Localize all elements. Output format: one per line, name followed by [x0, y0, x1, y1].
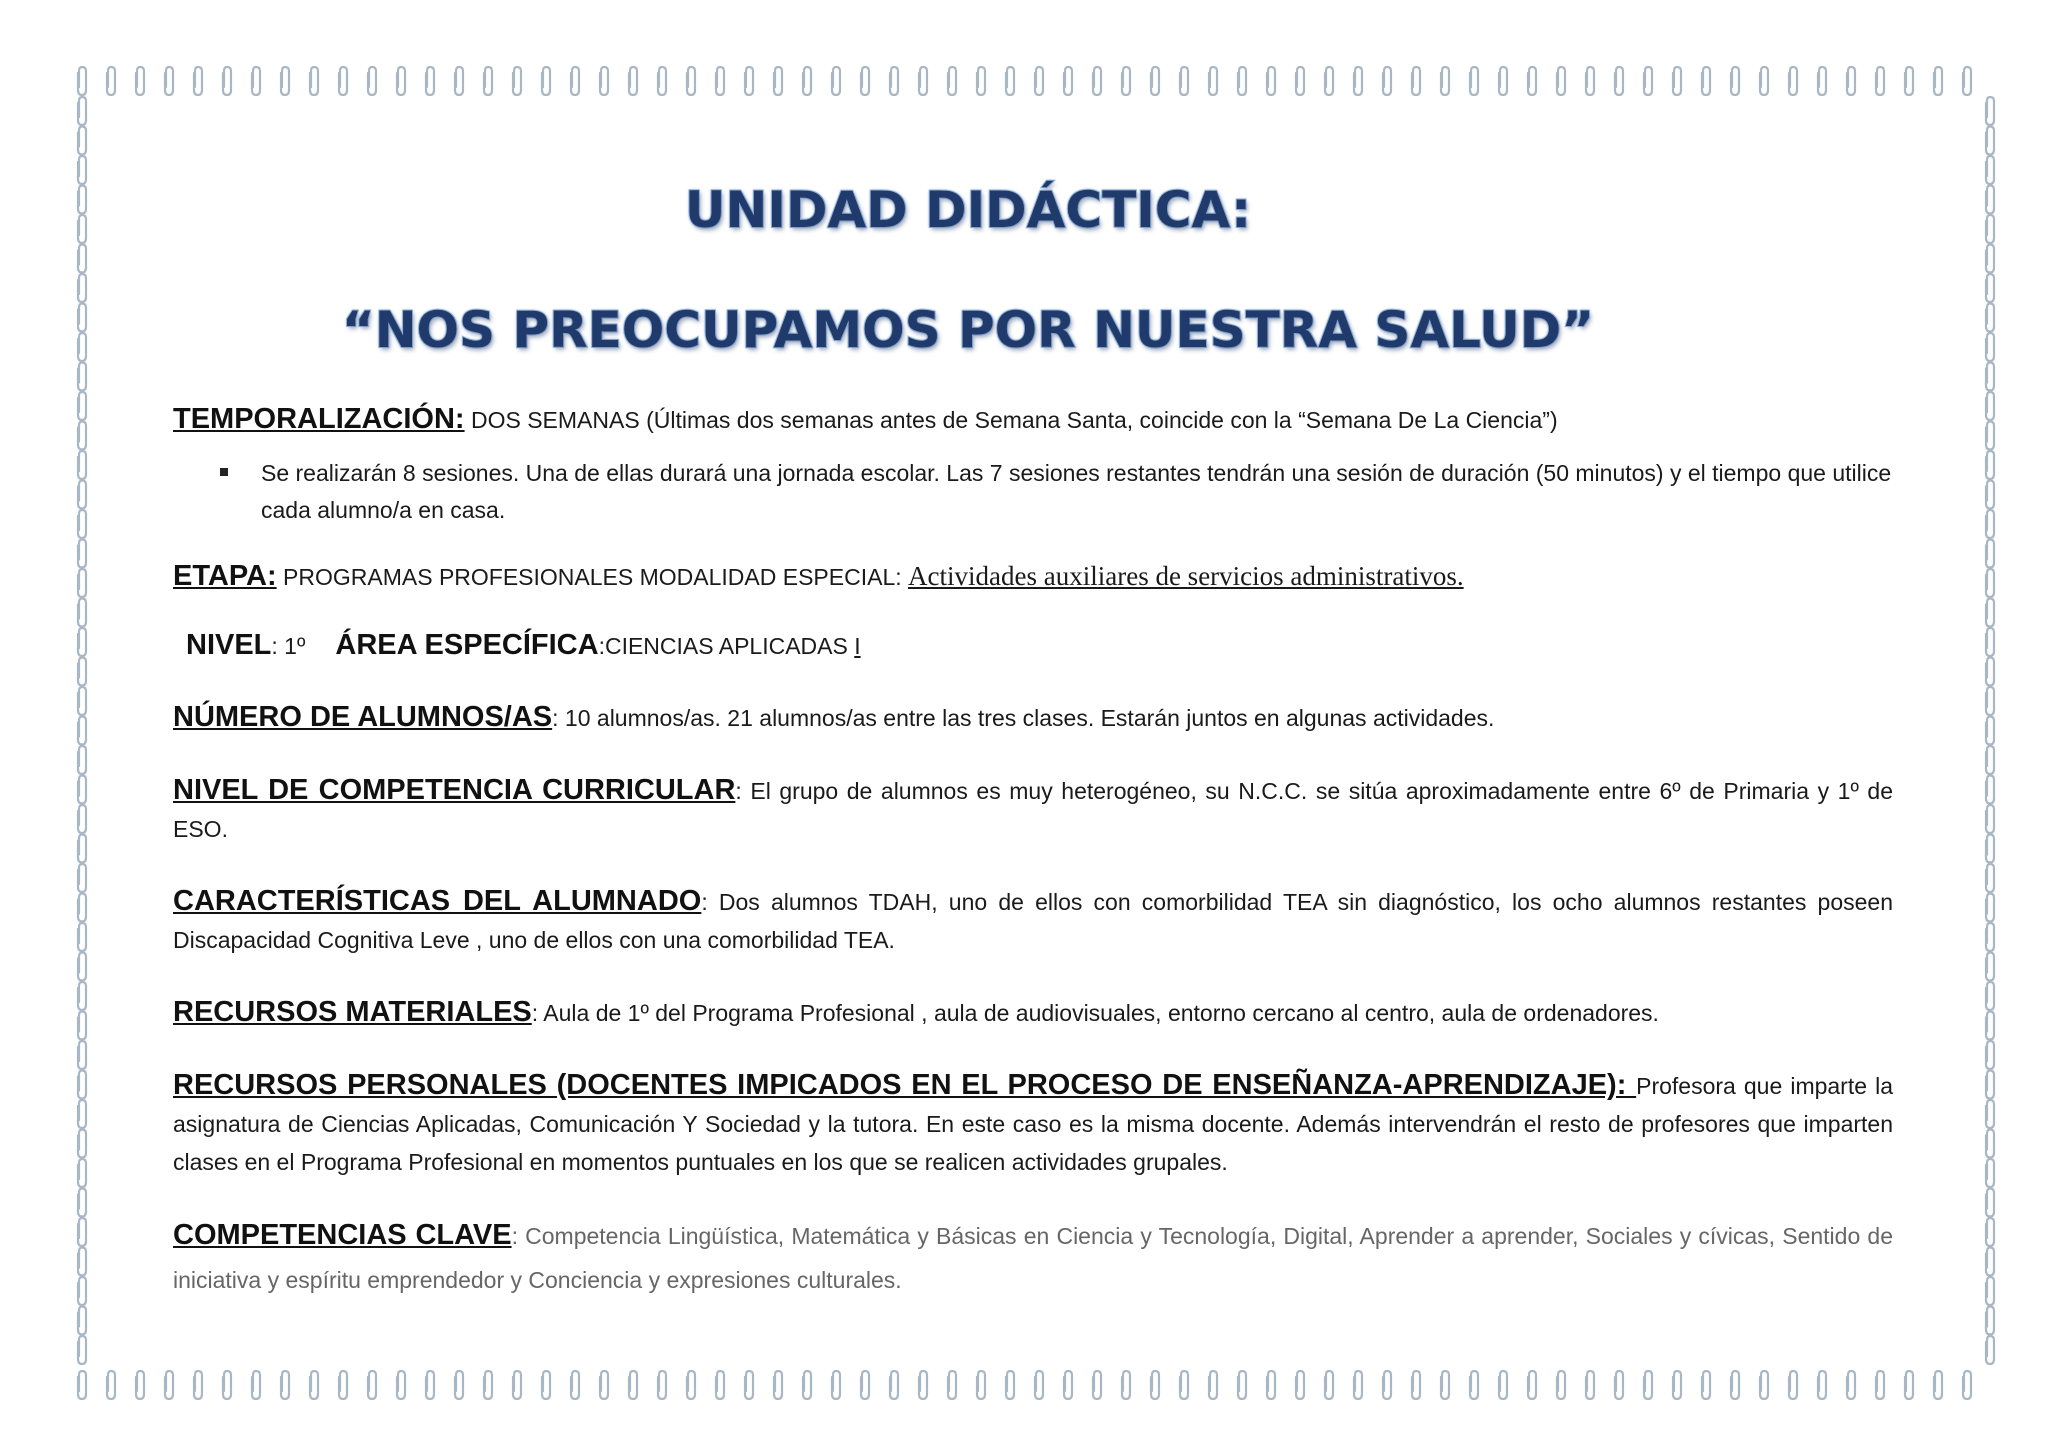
- paperclip-icon: [78, 599, 86, 627]
- paperclip-icon: [78, 67, 86, 95]
- paperclip-icon: [78, 1130, 86, 1158]
- paperclip-icon: [1963, 67, 1971, 95]
- paperclip-icon: [1209, 67, 1217, 95]
- paperclip-icon: [1093, 1371, 1101, 1399]
- paperclip-icon: [78, 1189, 86, 1217]
- paperclip-icon: [310, 67, 318, 95]
- paperclip-icon: [1986, 510, 1994, 538]
- paperclip-icon: [571, 67, 579, 95]
- paperclip-icon: [78, 746, 86, 774]
- paperclip-icon: [165, 67, 173, 95]
- paperclip-icon: [78, 628, 86, 656]
- paperclip-icon: [1986, 569, 1994, 597]
- paperclip-icon: [1702, 67, 1710, 95]
- paperclip-icon: [397, 67, 405, 95]
- paperclip-icon: [745, 67, 753, 95]
- paperclip-icon: [78, 127, 86, 155]
- paperclip-icon: [1986, 894, 1994, 922]
- square-bullet-icon: [220, 468, 228, 476]
- competencias-clave-text: : Competencia Lingüística, Matemática y Básicas en Ciencia y Tecnología, Digital, Aprender a aprender, Sociales y cívicas, Sentido de iniciativa y espíritu emprendedor y Conciencia y expresiones culturales.: [173, 1223, 1893, 1293]
- paperclip-icon: [223, 67, 231, 95]
- competencias-clave-label: COMPETENCIAS CLAVE: [173, 1219, 512, 1251]
- paperclip-icon: [78, 1371, 86, 1399]
- etapa-section: [173, 557, 1893, 596]
- paperclip-icon: [1818, 1371, 1826, 1399]
- paperclip-icon: [1499, 67, 1507, 95]
- paperclip-icon: [948, 1371, 956, 1399]
- paperclip-icon: [600, 1371, 608, 1399]
- paperclip-icon: [1986, 835, 1994, 863]
- paperclip-icon: [1986, 1307, 1994, 1335]
- paperclip-icon: [78, 776, 86, 804]
- paperclip-icon: [1006, 67, 1014, 95]
- paperclip-icon: [78, 1248, 86, 1276]
- paperclip-icon: [1986, 451, 1994, 479]
- paperclip-icon: [1986, 1130, 1994, 1158]
- caracteristicas-section: [173, 882, 1893, 959]
- paperclip-icon: [1035, 1371, 1043, 1399]
- paperclip-icon: [78, 835, 86, 863]
- paperclip-icon: [78, 1277, 86, 1305]
- paperclip-icon: [1267, 67, 1275, 95]
- paperclip-icon: [1093, 67, 1101, 95]
- paperclip-icon: [1986, 304, 1994, 332]
- paperclip-icon: [1615, 1371, 1623, 1399]
- numero-text: : 10 alumnos/as. 21 alumnos/as entre las tres clases. Estarán juntos en algunas actividades.: [552, 705, 1495, 731]
- paperclip-icon: [919, 1371, 927, 1399]
- paperclip-icon: [745, 1371, 753, 1399]
- paperclip-icon: [78, 717, 86, 745]
- paperclip-icon: [774, 1371, 782, 1399]
- caracteristicas-label: CARACTERÍSTICAS DEL ALUMNADO: [173, 885, 702, 917]
- competencias-clave-section: [173, 1213, 1893, 1302]
- paperclip-icon: [1006, 1371, 1014, 1399]
- paperclip-icon: [1905, 1371, 1913, 1399]
- paperclip-icon: [1986, 1012, 1994, 1040]
- paperclip-icon: [78, 392, 86, 420]
- paperclip-icon: [78, 953, 86, 981]
- paperclip-icon: [107, 67, 115, 95]
- paperclip-icon: [1470, 67, 1478, 95]
- paperclip-icon: [1151, 67, 1159, 95]
- paperclip-icon: [687, 1371, 695, 1399]
- paperclip-icon: [1586, 67, 1594, 95]
- paperclip-icon: [1876, 1371, 1884, 1399]
- paperclip-icon: [1267, 1371, 1275, 1399]
- paperclip-icon: [1731, 67, 1739, 95]
- paperclip-icon: [1986, 392, 1994, 420]
- area-text: :CIENCIAS APLICADAS: [598, 633, 855, 659]
- paperclip-icon: [1354, 67, 1362, 95]
- paperclip-icon: [1986, 156, 1994, 184]
- paperclip-icon: [78, 864, 86, 892]
- paperclip-icon: [1325, 1371, 1333, 1399]
- competencia-curricular-section: [173, 771, 1893, 848]
- paperclip-icon: [78, 540, 86, 568]
- paperclip-icon: [368, 1371, 376, 1399]
- paperclip-icon: [1934, 67, 1942, 95]
- recursos-personales-text: Profesora que imparte la asignatura de Ciencias Aplicadas, Comunicación Y Sociedad y la tutora. En este caso es la misma docente. Además intervendrán el resto de profesores que imparten clases en el Programa Profesional en momentos puntuales en los que se realicen actividades grupales.: [173, 1073, 1893, 1175]
- area-suffix: I: [854, 633, 861, 659]
- paperclip-icon: [1296, 1371, 1304, 1399]
- paperclip-icon: [1151, 1371, 1159, 1399]
- paperclip-icon: [78, 1218, 86, 1246]
- area-label: ÁREA ESPECÍFICA: [335, 629, 599, 661]
- paperclip-icon: [1760, 67, 1768, 95]
- paperclip-icon: [78, 982, 86, 1010]
- document-subtitle: “NOS PREOCUPAMOS POR NUESTRA SALUD”: [341, 301, 1595, 359]
- paperclip-icon: [339, 1371, 347, 1399]
- paperclip-icon: [252, 67, 260, 95]
- paperclip-icon: [1986, 97, 1994, 125]
- paperclip-icon: [1673, 67, 1681, 95]
- paperclip-icon: [1963, 1371, 1971, 1399]
- recursos-materiales-label: RECURSOS MATERIALES: [173, 996, 532, 1028]
- sessions-bullet: [173, 455, 1893, 529]
- paperclip-icon: [1986, 982, 1994, 1010]
- paperclip-icon: [1986, 363, 1994, 391]
- paperclip-icon: [1238, 67, 1246, 95]
- paperclip-icon: [1986, 274, 1994, 302]
- paperclip-icon: [78, 97, 86, 125]
- paperclip-icon: [542, 67, 550, 95]
- paperclip-icon: [1412, 1371, 1420, 1399]
- paperclip-icon: [1986, 658, 1994, 686]
- paperclip-icon: [1615, 67, 1623, 95]
- paperclip-icon: [1986, 746, 1994, 774]
- paperclip-icon: [484, 67, 492, 95]
- paperclip-icon: [223, 1371, 231, 1399]
- paperclip-icon: [78, 805, 86, 833]
- etapa-label: ETAPA:: [173, 560, 277, 592]
- paperclip-icon: [1986, 687, 1994, 715]
- paperclip-icon: [1644, 1371, 1652, 1399]
- paperclip-icon: [78, 363, 86, 391]
- paperclip-icon: [339, 67, 347, 95]
- paperclip-icon: [1557, 67, 1565, 95]
- paperclip-icon: [1986, 333, 1994, 361]
- competencia-curricular-text: : El grupo de alumnos es muy heterogéneo, su N.C.C. se sitúa aproximadamente entre 6º de Primaria y 1º de ESO.: [173, 778, 1894, 842]
- paperclip-icon: [397, 1371, 405, 1399]
- temporalizacion-text: DOS SEMANAS (Últimas dos semanas antes de Semana Santa, coincide con la “Semana De La Ciencia”): [464, 407, 1558, 433]
- numero-section: [173, 698, 1893, 737]
- paperclip-icon: [1354, 1371, 1362, 1399]
- paperclip-icon: [687, 67, 695, 95]
- paperclip-icon: [542, 1371, 550, 1399]
- paperclip-icon: [78, 510, 86, 538]
- paperclip-icon: [1064, 1371, 1072, 1399]
- paperclip-icon: [78, 894, 86, 922]
- paperclip-icon: [1789, 1371, 1797, 1399]
- paperclip-icon: [78, 451, 86, 479]
- paperclip-icon: [426, 1371, 434, 1399]
- paperclip-icon: [1986, 1336, 1994, 1364]
- paperclip-icon: [1528, 1371, 1536, 1399]
- paperclip-icon: [890, 1371, 898, 1399]
- paperclip-icon: [1986, 923, 1994, 951]
- paperclip-icon: [977, 67, 985, 95]
- paperclip-icon: [658, 67, 666, 95]
- paperclip-icon: [1789, 67, 1797, 95]
- paperclip-icon: [78, 1159, 86, 1187]
- paperclip-icon: [1412, 67, 1420, 95]
- paperclip-icon: [78, 422, 86, 450]
- paperclip-icon: [513, 67, 521, 95]
- nivel-section: [173, 626, 1893, 665]
- paperclip-icon: [1847, 1371, 1855, 1399]
- paperclip-icon: [1702, 1371, 1710, 1399]
- paperclip-icon: [1180, 1371, 1188, 1399]
- paperclip-icon: [1986, 1248, 1994, 1276]
- paperclip-icon: [1986, 1277, 1994, 1305]
- paperclip-icon: [1986, 776, 1994, 804]
- paperclip-icon: [368, 67, 376, 95]
- competencia-curricular-label: NIVEL DE COMPETENCIA CURRICULAR: [173, 774, 736, 806]
- paperclip-icon: [948, 67, 956, 95]
- etapa-text: PROGRAMAS PROFESIONALES MODALIDAD ESPECIAL:: [276, 564, 909, 590]
- paperclip-icon: [513, 1371, 521, 1399]
- paperclip-icon: [1499, 1371, 1507, 1399]
- paperclip-icon: [1986, 717, 1994, 745]
- paperclip-icon: [1470, 1371, 1478, 1399]
- paperclip-icon: [1986, 1159, 1994, 1187]
- paperclip-icon: [194, 67, 202, 95]
- paperclip-icon: [78, 1012, 86, 1040]
- paperclip-icon: [1847, 67, 1855, 95]
- paperclip-icon: [832, 67, 840, 95]
- paperclip-icon: [1986, 215, 1994, 243]
- paperclip-icon: [1035, 67, 1043, 95]
- paperclip-icon: [78, 274, 86, 302]
- paperclip-icon: [1986, 186, 1994, 214]
- paperclip-icon: [1528, 67, 1536, 95]
- paperclip-icon: [774, 67, 782, 95]
- paperclip-icon: [832, 1371, 840, 1399]
- paperclip-icon: [1818, 67, 1826, 95]
- caracteristicas-text: : Dos alumnos TDAH, uno de ellos con comorbilidad TEA sin diagnóstico, los ocho alumnos restantes poseen Discapacidad Cognitiva Leve , uno de ellos con una comorbilidad TEA.: [173, 889, 1893, 953]
- paperclip-icon: [1986, 805, 1994, 833]
- paperclip-icon: [194, 1371, 202, 1399]
- paperclip-icon: [78, 923, 86, 951]
- paperclip-icon: [1986, 864, 1994, 892]
- paperclip-icon: [136, 67, 144, 95]
- paperclip-icon: [484, 1371, 492, 1399]
- paperclip-icon: [78, 569, 86, 597]
- document-content: [173, 180, 1893, 1302]
- paperclip-icon: [78, 687, 86, 715]
- paperclip-icon: [1325, 67, 1333, 95]
- paperclip-icon: [1644, 67, 1652, 95]
- paperclip-icon: [78, 1307, 86, 1335]
- paperclip-icon: [78, 245, 86, 273]
- paperclip-icon: [1986, 1041, 1994, 1069]
- paperclip-icon: [1876, 67, 1884, 95]
- paperclip-icon: [658, 1371, 666, 1399]
- paperclip-icon: [600, 67, 608, 95]
- paperclip-icon: [136, 1371, 144, 1399]
- paperclip-icon: [1296, 67, 1304, 95]
- paperclip-icon: [455, 67, 463, 95]
- recursos-personales-label: RECURSOS PERSONALES (DOCENTES IMPICADOS EN EL PROCESO DE ENSEÑANZA-APRENDIZAJE):: [173, 1069, 1637, 1101]
- paperclip-icon: [1673, 1371, 1681, 1399]
- paperclip-icon: [455, 1371, 463, 1399]
- paperclip-icon: [571, 1371, 579, 1399]
- paperclip-icon: [716, 1371, 724, 1399]
- recursos-materiales-section: [173, 993, 1893, 1032]
- paperclip-icon: [281, 67, 289, 95]
- paperclip-icon: [1586, 1371, 1594, 1399]
- paperclip-icon: [1986, 1100, 1994, 1128]
- paperclip-icon: [1986, 1071, 1994, 1099]
- recursos-materiales-text: : Aula de 1º del Programa Profesional , aula de audiovisuales, entorno cercano al centro, aula de ordenadores.: [531, 1000, 1659, 1026]
- paperclip-icon: [1986, 422, 1994, 450]
- paperclip-icon: [977, 1371, 985, 1399]
- paperclip-icon: [78, 1336, 86, 1364]
- paperclip-icon: [1986, 628, 1994, 656]
- paperclip-icon: [629, 67, 637, 95]
- paperclip-icon: [1760, 1371, 1768, 1399]
- paperclip-icon: [1383, 67, 1391, 95]
- paperclip-icon: [107, 1371, 115, 1399]
- paperclip-icon: [919, 67, 927, 95]
- paperclip-icon: [1064, 67, 1072, 95]
- paperclip-icon: [1731, 1371, 1739, 1399]
- paperclip-icon: [78, 481, 86, 509]
- paperclip-icon: [1238, 1371, 1246, 1399]
- paperclip-icon: [281, 1371, 289, 1399]
- paperclip-icon: [1122, 1371, 1130, 1399]
- paperclip-icon: [165, 1371, 173, 1399]
- paperclip-icon: [1986, 245, 1994, 273]
- paperclip-icon: [1934, 1371, 1942, 1399]
- paperclip-icon: [1557, 1371, 1565, 1399]
- paperclip-icon: [1180, 67, 1188, 95]
- paperclip-icon: [78, 658, 86, 686]
- recursos-personales-section: [173, 1066, 1893, 1181]
- paperclip-icon: [1986, 1189, 1994, 1217]
- document-title: UNIDAD DIDÁCTICA:: [684, 181, 1252, 239]
- paperclip-icon: [1383, 1371, 1391, 1399]
- paperclip-icon: [1986, 953, 1994, 981]
- paperclip-icon: [78, 1041, 86, 1069]
- paperclip-icon: [1986, 127, 1994, 155]
- paperclip-icon: [310, 1371, 318, 1399]
- numero-label: NÚMERO DE ALUMNOS/AS: [173, 701, 553, 733]
- paperclip-icon: [1209, 1371, 1217, 1399]
- paperclip-icon: [890, 67, 898, 95]
- paperclip-icon: [1986, 481, 1994, 509]
- paperclip-icon: [861, 67, 869, 95]
- paperclip-icon: [1986, 1218, 1994, 1246]
- paperclip-icon: [803, 1371, 811, 1399]
- paperclip-icon: [716, 67, 724, 95]
- paperclip-icon: [426, 67, 434, 95]
- paperclip-icon: [803, 67, 811, 95]
- paperclip-icon: [1986, 599, 1994, 627]
- nivel-text: : 1º: [271, 633, 306, 659]
- paperclip-icon: [78, 1100, 86, 1128]
- temporalizacion-section: [173, 400, 1893, 439]
- paperclip-icon: [629, 1371, 637, 1399]
- paperclip-icon: [78, 1071, 86, 1099]
- paperclip-icon: [1122, 67, 1130, 95]
- nivel-label: NIVEL: [186, 629, 272, 661]
- etapa-link: Actividades auxiliares de servicios administrativos.: [908, 561, 1464, 591]
- paperclip-icon: [1441, 67, 1449, 95]
- paperclip-icon: [861, 1371, 869, 1399]
- paperclip-icon: [1905, 67, 1913, 95]
- paperclip-icon: [252, 1371, 260, 1399]
- paperclip-icon: [1441, 1371, 1449, 1399]
- temporalizacion-label: TEMPORALIZACIÓN:: [173, 403, 465, 435]
- paperclip-icon: [1986, 540, 1994, 568]
- sessions-text: Se realizarán 8 sesiones. Una de ellas durará una jornada escolar. Las 7 sesiones restantes tendrán una sesión de duración (50 minutos) y el tiempo que utilice cada alumno/a en casa.: [261, 460, 1892, 523]
